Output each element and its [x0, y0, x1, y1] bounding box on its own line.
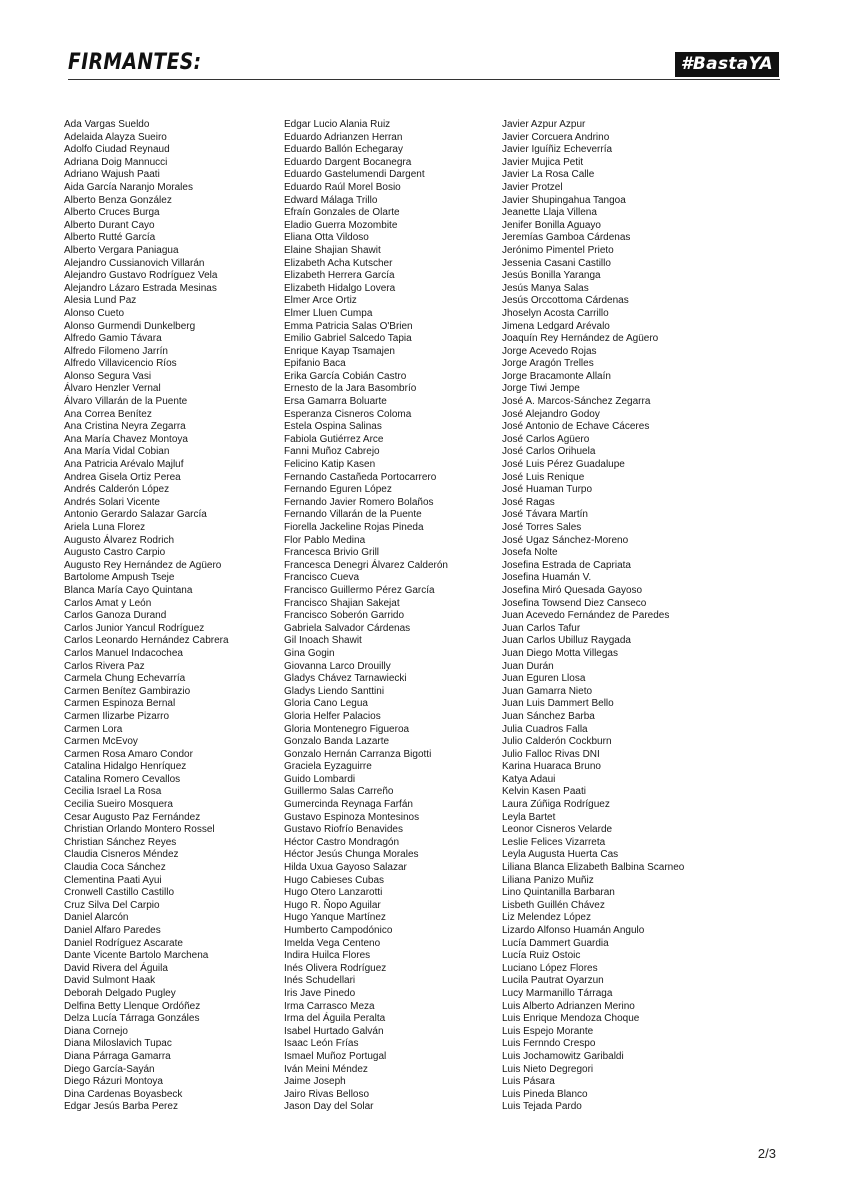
signatories-column-3 [502, 119, 684, 1114]
signatory-name: Alejandro Lázaro Estrada Mesinas [64, 282, 217, 294]
signatories-column-1 [64, 119, 229, 1114]
signatory-name: Jhoselyn Acosta Carrillo [502, 307, 609, 319]
signatory-name: Bartolome Ampush Tseje [64, 572, 175, 584]
signatory-name: Luis Pásara [502, 1076, 555, 1088]
signatory-name: Adelaida Alayza Sueiro [64, 131, 167, 143]
signatory-name: Ismael Muñoz Portugal [284, 1050, 387, 1062]
signatory-name: Augusto Rey Hernández de Agüero [64, 559, 222, 571]
signatory-name: Erika García Cobián Castro [284, 370, 407, 382]
signatory-name: Edward Málaga Trillo [284, 194, 378, 206]
signatory-name: Ernesto de la Jara Basombrío [284, 383, 417, 395]
signatory-name: Diego García-Sayán [64, 1063, 155, 1075]
signatory-name: Enrique Kayap Tsamajen [284, 345, 395, 357]
signatory-name: Alonso Segura Vasi [64, 370, 152, 382]
signatory-name: Luis Nieto Degregori [502, 1063, 594, 1075]
signatory-name: Giovanna Larco Drouilly [284, 660, 391, 672]
signatory-name: Hugo Otero Lanzarotti [284, 887, 383, 899]
signatory-name: Álvaro Henzler Vernal [64, 383, 161, 395]
signatory-name: Jesús Orccottoma Cárdenas [502, 295, 629, 307]
signatory-name: Ana Cristina Neyra Zegarra [64, 421, 186, 433]
signatory-name: Claudia Coca Sánchez [64, 862, 166, 874]
signatory-name: Juan Luis Dammert Bello [502, 698, 614, 710]
signatory-name: Josefina Estrada de Capriata [502, 559, 631, 571]
signatory-name: Elizabeth Herrera García [284, 270, 395, 282]
signatory-name: José Carlos Orihuela [502, 446, 596, 458]
signatory-name: Fiorella Jackeline Rojas Pineda [284, 522, 424, 533]
signatory-name: Augusto Castro Carpio [64, 547, 166, 559]
signatory-name: Indira Huilca Flores [284, 950, 371, 962]
signatory-name: Ariela Luna Florez [64, 522, 146, 533]
signatory-name: Ana Patricia Arévalo Majluf [64, 459, 184, 471]
signatory-name: Ada Vargas Sueldo [64, 119, 150, 130]
signatory-name: José Huaman Turpo [502, 484, 593, 496]
signatory-name: Emilio Gabriel Salcedo Tapia [284, 333, 412, 345]
signatory-name: Ana María Chavez Montoya [64, 433, 188, 445]
signatory-name: José Alejandro Godoy [502, 408, 600, 420]
signatory-name: Elmer Arce Ortiz [284, 295, 357, 307]
signatory-name: Iván Meini Méndez [284, 1063, 368, 1075]
signatory-name: Gumercinda Reynaga Farfán [284, 799, 413, 811]
signatory-name: Javier Iguíñiz Echeverría [502, 144, 613, 156]
signatory-name: Eladio Guerra Mozombite [284, 219, 398, 231]
signatory-name: Josefina Huamán V. [502, 572, 592, 584]
signatory-name: Antonio Gerardo Salazar García [64, 509, 207, 521]
signatory-name: Diana Cornejo [64, 1025, 128, 1037]
signatory-name: Alejandro Gustavo Rodríguez Vela [64, 270, 218, 282]
signatory-name: Cruz Silva Del Carpio [64, 899, 160, 911]
signatory-name: Fabiola Gutiérrez Arce [284, 433, 384, 445]
signatory-name: Guillermo Salas Carreño [284, 786, 394, 798]
signatory-name: Felicino Katip Kasen [284, 459, 376, 471]
signatory-name: Eduardo Gastelumendi Dargent [284, 169, 425, 181]
signatory-name: Gloria Cano Legua [284, 698, 368, 710]
signatory-name: Inés Olivera Rodríguez [284, 962, 387, 974]
signatory-name: Daniel Alarcón [64, 912, 129, 924]
signatory-name: Alberto Cruces Burga [64, 207, 160, 219]
signatory-name: Juan Carlos Ubilluz Raygada [502, 635, 631, 647]
signatory-name: Josefina Miró Quesada Gayoso [502, 584, 643, 596]
signatory-name: Esperanza Cisneros Coloma [284, 408, 412, 420]
signatory-name: Diego Rázuri Montoya [64, 1076, 163, 1088]
signatory-name: Eduardo Raúl Morel Bosio [284, 181, 401, 193]
signatory-name: Christian Sánchez Reyes [64, 836, 177, 848]
signatory-name: Hugo Cabieses Cubas [284, 874, 385, 886]
signatory-name: Alfredo Gamio Távara [64, 333, 162, 345]
signatory-name: Alberto Vergara Paniagua [64, 244, 179, 256]
signatory-name: Kelvin Kasen Paati [502, 786, 586, 798]
signatory-name: Gina Gogin [284, 647, 335, 659]
page-header [0, 0, 848, 110]
signatory-name: Luis Fernndo Crespo [502, 1038, 596, 1050]
signatory-name: Hilda Uxua Gayoso Salazar [284, 862, 407, 874]
signatory-name: Luis Espejo Morante [502, 1025, 594, 1037]
signatory-name: Liz Melendez López [502, 912, 591, 924]
signatory-name: Luis Jochamowitz Garibaldi [502, 1050, 624, 1062]
signatory-name: Jesús Bonilla Yaranga [502, 270, 601, 282]
signatory-name: Delfina Betty Llenque Ordóñez [64, 1000, 201, 1012]
signatory-name: Julio Calderón Cockburn [502, 736, 612, 748]
signatory-name: Alonso Gurmendi Dunkelberg [64, 320, 196, 332]
signatory-name: Carmen Ilizarbe Pizarro [64, 710, 170, 722]
signatory-name: Francesca Denegri Álvarez Calderón [284, 559, 448, 571]
signatory-name: Delza Lucía Tárraga Gonzáles [64, 1013, 200, 1025]
signatory-name: Gloria Montenegro Figueroa [284, 723, 410, 735]
signatory-name: Leonor Cisneros Velarde [502, 824, 613, 836]
signatory-name: Jairo Rivas Belloso [284, 1088, 370, 1100]
signatory-name: Leslie Felices Vizarreta [502, 836, 606, 848]
signatory-name: Hugo Yanque Martínez [284, 912, 386, 924]
signatory-name: Juan Sánchez Barba [502, 710, 595, 722]
signatory-name: Carlos Junior Yancul Rodríguez [64, 622, 205, 634]
signatory-name: Javier Mujica Petit [502, 156, 584, 168]
signatory-name: Juan Diego Motta Villegas [502, 647, 618, 659]
signatory-name: Juan Eguren Llosa [502, 673, 586, 685]
signatory-name: José Torres Sales [502, 522, 582, 533]
signatory-name: Emma Patricia Salas O'Brien [284, 320, 413, 332]
signatory-name: Eduardo Dargent Bocanegra [284, 156, 412, 168]
signatory-name: Clementina Paati Ayui [64, 874, 162, 886]
signatory-name: Javier Corcuera Andrino [502, 131, 610, 143]
signatory-name: Leyla Bartet [502, 811, 556, 823]
signatory-name: Carmen Espinoza Bernal [64, 698, 176, 710]
signatory-name: Liliana Blanca Elizabeth Balbina Scarneo [502, 862, 685, 874]
signatory-name: Katya Adaui [502, 773, 556, 785]
signatory-name: Luis Tejada Pardo [502, 1101, 582, 1113]
signatory-name: Aida García Naranjo Morales [64, 181, 193, 193]
signatory-name: Fernando Javier Romero Bolaños [284, 496, 434, 508]
signatory-name: Gladys Liendo Santtini [284, 685, 385, 697]
signatory-name: Alfredo Filomeno Jarrín [64, 345, 168, 357]
signatory-name: Adolfo Ciudad Reynaud [64, 144, 170, 156]
signatory-name: Carmen Benítez Gambirazio [64, 685, 191, 697]
signatory-name: Francisco Guillermo Pérez García [284, 584, 435, 596]
signatory-name: Alberto Durant Cayo [64, 219, 155, 231]
signatory-name: Alonso Cueto [64, 307, 125, 319]
signatory-name: José Luis Renique [502, 471, 585, 483]
signatory-name: Juan Acevedo Fernández de Paredes [502, 610, 670, 622]
signatory-name: Alberto Rutté García [64, 232, 156, 244]
signatory-name: José Távara Martín [502, 509, 588, 521]
signatory-name: Héctor Jesús Chunga Morales [284, 849, 419, 861]
signatory-name: Eliana Otta Vildoso [284, 232, 369, 244]
signatory-name: David Sulmont Haak [64, 975, 156, 987]
signatory-name: Cesar Augusto Paz Fernández [64, 811, 201, 823]
signatory-name: Catalina Hidalgo Henríquez [64, 761, 187, 773]
signatory-name: Humberto Campodónico [284, 925, 393, 936]
signatory-name: Carmen Lora [64, 723, 123, 735]
signatory-name: Jorge Aragón Trelles [502, 358, 594, 370]
signatory-name: Álvaro Villarán de la Puente [64, 396, 188, 408]
header-divider [68, 79, 780, 80]
signatory-name: David Rivera del Águila [64, 962, 168, 974]
signatory-name: Edgar Jesús Barba Perez [64, 1101, 178, 1113]
signatory-name: Javier Protzel [502, 181, 563, 193]
signatory-name: Carmen Rosa Amaro Condor [64, 748, 193, 760]
signatory-name: Isabel Hurtado Galván [284, 1025, 384, 1037]
signatory-name: Lisbeth Guillén Chávez [502, 899, 605, 911]
signatories-column-2 [284, 119, 448, 1114]
signatory-name: Josefina Towsend Diez Canseco [502, 597, 647, 609]
signatory-name: Efraín Gonzales de Olarte [284, 207, 400, 219]
signatory-name: Francesca Brivio Grill [284, 547, 380, 559]
signatory-name: Jorge Bracamonte Allaín [502, 370, 611, 382]
page-number: 2/3 [757, 1146, 776, 1161]
signatory-name: Deborah Delgado Pugley [64, 987, 176, 999]
signatory-name: Guido Lombardi [284, 773, 356, 785]
signatory-name: Gonzalo Banda Lazarte [284, 736, 390, 748]
signatory-name: Alberto Benza González [64, 194, 172, 206]
signatory-name: Fernando Eguren López [284, 484, 392, 496]
signatory-name: Gladys Chávez Tarnawiecki [284, 673, 407, 685]
signatory-name: José Luis Pérez Guadalupe [502, 459, 625, 471]
signatory-name: Catalina Romero Cevallos [64, 773, 181, 785]
signatory-name: Estela Ospina Salinas [284, 421, 382, 433]
signatory-name: Adriano Wajush Paati [64, 169, 160, 181]
signatory-name: Epifanio Baca [284, 358, 346, 370]
signatory-name: Lucía Dammert Guardia [502, 937, 609, 949]
signatory-name: Héctor Castro Mondragón [284, 836, 400, 848]
signatory-name: Carlos Leonardo Hernández Cabrera [64, 635, 229, 647]
signatory-name: Joaquín Rey Hernández de Agüero [502, 333, 659, 345]
signatory-name: Elaine Shajian Shawit [284, 244, 381, 256]
signatory-name: Iris Jave Pinedo [284, 987, 356, 999]
signatory-name: Adriana Doig Mannucci [64, 156, 168, 168]
signatory-name: Carlos Rivera Paz [64, 660, 145, 672]
signatory-name: Diana Párraga Gamarra [64, 1050, 171, 1062]
signatory-name: Irma del Águila Peralta [284, 1013, 386, 1025]
signatory-name: Julio Falloc Rivas DNI [502, 748, 600, 760]
signatory-name: Francisco Soberón Garrido [284, 610, 405, 622]
signatory-name: Jason Day del Solar [284, 1101, 374, 1113]
signatory-name: Eduardo Adrianzen Herran [284, 131, 403, 143]
signatory-name: Lucy Marmanillo Tárraga [502, 987, 613, 999]
signatory-name: Gloria Helfer Palacios [284, 710, 381, 722]
signatory-name: Fernando Castañeda Portocarrero [284, 471, 437, 483]
signatory-name: Carmela Chung Echevarría [64, 673, 186, 685]
signatory-name: Diana Miloslavich Tupac [64, 1038, 172, 1050]
signatories-list [64, 119, 784, 1113]
signatory-name: Dina Cardenas Boyasbeck [64, 1088, 183, 1100]
signatory-name: Laura Zúñiga Rodríguez [502, 799, 610, 811]
signatory-name: Irma Carrasco Meza [284, 1000, 375, 1012]
signatory-name: Francisco Cueva [284, 572, 360, 584]
signatory-name: Luciano López Flores [502, 962, 598, 974]
signatory-name: Fanni Muñoz Cabrejo [284, 446, 380, 458]
signatory-name: Luis Pineda Blanco [502, 1088, 588, 1100]
signatory-name: Carlos Ganoza Durand [64, 610, 167, 622]
signatory-name: Gonzalo Hernán Carranza Bigotti [284, 748, 432, 760]
signatory-name: José Antonio de Echave Cáceres [502, 421, 650, 433]
signatory-name: Andrés Solari Vicente [64, 496, 160, 508]
signatory-name: Carmen McEvoy [64, 736, 138, 748]
signatory-name: Gustavo Espinoza Montesinos [284, 811, 420, 823]
signatory-name: Juan Gamarra Nieto [502, 685, 593, 697]
signatory-name: Liliana Panizo Muñiz [502, 874, 594, 886]
signatory-name: Juan Durán [502, 660, 554, 672]
signatory-name: Gustavo Riofrío Benavides [284, 824, 403, 836]
signatory-name: Jorge Tiwi Jempe [502, 383, 580, 395]
signatory-name: Fernando Villarán de la Puente [284, 509, 422, 521]
signatory-name: Lino Quintanilla Barbaran [502, 887, 615, 899]
signatory-name: Javier La Rosa Calle [502, 169, 595, 181]
signatory-name: Elmer Lluen Cumpa [284, 307, 373, 319]
signatory-name: Javier Shupingahua Tangoa [502, 194, 626, 206]
signatory-name: Jeanette Llaja Villena [502, 207, 597, 219]
signatory-name: Carlos Manuel Indacochea [64, 647, 183, 659]
signatory-name: Cronwell Castillo Castillo [64, 887, 175, 899]
signatory-name: Elizabeth Hidalgo Lovera [284, 282, 396, 294]
signatory-name: Lizardo Alfonso Huamán Angulo [502, 925, 645, 936]
signatory-name: José Ugaz Sánchez-Moreno [502, 534, 629, 546]
signatory-name: Elizabeth Acha Kutscher [284, 257, 393, 269]
signatory-name: Jerónimo Pimentel Prieto [502, 244, 614, 256]
signatory-name: José Ragas [502, 496, 555, 508]
signatory-name: Jaime Joseph [284, 1076, 346, 1088]
signatory-name: Andrea Gisela Ortiz Perea [64, 471, 181, 483]
signatory-name: Jeremías Gamboa Cárdenas [502, 232, 631, 244]
signatory-name: Dante Vicente Bartolo Marchena [64, 950, 209, 962]
signatory-name: Julia Cuadros Falla [502, 723, 588, 735]
signatory-name: Carlos Amat y León [64, 597, 152, 609]
signatory-name: Flor Pablo Medina [284, 534, 366, 546]
signatory-name: Daniel Rodríguez Ascarate [64, 937, 183, 949]
signatory-name: Jesús Manya Salas [502, 282, 589, 294]
signatory-name: Jenifer Bonilla Aguayo [502, 219, 601, 231]
signatory-name: Gabriela Salvador Cárdenas [284, 622, 411, 634]
signatory-name: Blanca María Cayo Quintana [64, 584, 193, 596]
signatory-name: Leyla Augusta Huerta Cas [502, 849, 619, 861]
signatory-name: Alesia Lund Paz [64, 295, 137, 307]
signatory-name: Andrés Calderón López [64, 484, 170, 496]
signatory-name: Josefa Nolte [502, 547, 558, 559]
signatory-name: Edgar Lucio Alania Ruiz [284, 119, 391, 130]
signatory-name: Graciela Eyzaguirre [284, 761, 372, 773]
signatory-name: Lucía Ruiz Ostoic [502, 950, 581, 962]
signatory-name: Luis Alberto Adrianzen Merino [502, 1000, 635, 1012]
page-title: FIRMANTES: [68, 50, 202, 75]
signatory-name: Hugo R. Ñopo Aguilar [284, 899, 381, 911]
signatory-name: Gil Inoach Shawit [284, 635, 362, 647]
signatory-name: Daniel Alfaro Paredes [64, 925, 161, 936]
signatory-name: Inés Schudellari [284, 975, 356, 987]
signatory-name: Cecilia Israel La Rosa [64, 786, 162, 798]
signatory-name: Ana Correa Benítez [64, 408, 152, 420]
signatory-name: Ana María Vidal Cobian [64, 446, 170, 458]
signatory-name: Luis Enrique Mendoza Choque [502, 1013, 640, 1025]
signatory-name: Eduardo Ballón Echegaray [284, 144, 403, 156]
signatory-name: Christian Orlando Montero Rossel [64, 824, 215, 836]
bastaya-badge: #BastaYA [675, 52, 779, 77]
signatory-name: Augusto Álvarez Rodrich [64, 534, 175, 546]
signatory-name: Lucila Pautrat Oyarzun [502, 975, 604, 987]
signatory-name: Francisco Shajian Sakejat [284, 597, 400, 609]
signatory-name: José Carlos Agüero [502, 433, 590, 445]
signatory-name: Jimena Ledgard Arévalo [502, 320, 610, 332]
signatory-name: Alfredo Villavicencio Ríos [64, 358, 177, 370]
signatory-name: Alejandro Cussianovich Villarán [64, 257, 205, 269]
signatory-name: Isaac León Frías [284, 1038, 359, 1050]
signatory-name: Juan Carlos Tafur [502, 622, 581, 634]
signatory-name: José A. Marcos-Sánchez Zegarra [502, 396, 651, 408]
signatory-name: Ersa Gamarra Boluarte [284, 396, 387, 408]
signatory-name: Karina Huaraca Bruno [502, 761, 601, 773]
signatory-name: Javier Azpur Azpur [502, 119, 586, 130]
signatory-name: Jessenia Casani Castillo [502, 257, 611, 269]
signatory-name: Claudia Cisneros Méndez [64, 849, 179, 861]
signatory-name: Imelda Vega Centeno [284, 937, 381, 949]
signatory-name: Jorge Acevedo Rojas [502, 345, 597, 357]
signatory-name: Cecilia Sueiro Mosquera [64, 799, 173, 811]
